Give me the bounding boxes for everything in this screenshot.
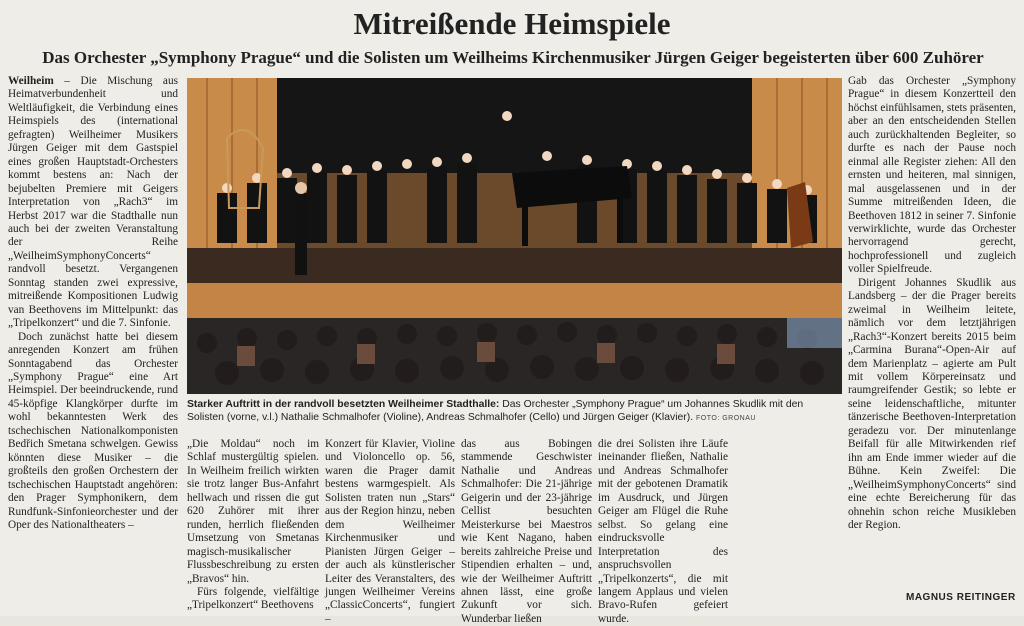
paragraph: Dirigent Johannes Skudlik aus Landsberg – der die Prager bereits zweimal in Weilheim leitete, nämlich vor dem letztjährigen „Rach3“-Konzert bereits 2015 beim „Carmina Burana“-Open-Air auf dem Marienplatz – agierte am Pult mit vollem Körpereinsatz und raumgreifender Gestik; so lebte er seine leidenschaftliche, mitunter tänzerische Beethoven-Interpretation geradezu vor. Der minutenlange Beifall für alle Mitwirkenden rief ihn am Ende immer wieder auf die Bühne. Kein Zweifel: Die „WeilheimSymphonyConcerts“ sind eine echte Bereicherung für das ohnehin schon reiche Musikleben der Region. xyxy=(848,276,1016,531)
caption-lead: Starker Auftritt in der randvoll besetzten Weilheimer Stadthalle: xyxy=(187,399,500,410)
article-column-1 xyxy=(8,75,178,611)
paragraph-text: – Die Mischung aus Heimatverbundenheit und Weltläufigkeit, die Verbindung eines Heimspiels des (international gefragten) Weilheimer Musikers Jürgen Geiger mit dem Gastspiel eines großen Hauptstadt-Orchesters kommt bestens an: Nach der bejubelten Premiere mit Geigers Interpretation von „Rach3“ im Herbst 2017 war die Stadthalle nun auch bei der zweiten Veranstaltung der Reihe „WeilheimSymphonyConcerts“ randvoll besetzt. Vergangenen Sonntag standen zwei expressive, mitreißende Kompositionen Ludwig van Beethovens im Mittelpunkt: das „Tripelkonzert“ und die 7. Sinfonie. xyxy=(8,75,178,330)
concert-photo xyxy=(187,78,842,394)
paragraph xyxy=(8,75,178,331)
dateline: Weilheim xyxy=(8,75,54,87)
concert-photo-graphic xyxy=(187,78,842,394)
article-column-3 xyxy=(325,438,455,625)
article-column-4 xyxy=(461,438,592,625)
article-column-2 xyxy=(187,438,319,614)
article-column-5 xyxy=(598,438,728,625)
photo-credit: FOTO: GRONAU xyxy=(696,415,756,422)
article-subtitle: Das Orchester „Symphony Prague“ und die Solisten um Weilheims Kirchenmusiker Jürgen Geiger begeisterten über 600 Zuhörer xyxy=(42,48,984,67)
paragraph: das aus Bobingen stammende Geschwister Nathalie und Andreas Schmalhofer: Die 21-jährige Geigerin und der 23-jährige Cellist besuchten Meisterkurse bei Maestros wie Kent Nagano, haben bereits zahlreiche Preise und Stipendien erhalten – und, wie der Weilheimer Auftritt ahnen lässt, eine große Zukunft vor sich. Wunderbar ließen xyxy=(461,438,592,625)
paragraph: Fürs folgende, vielfältige „Tripelkonzert“ Beethovens xyxy=(187,585,319,612)
author-byline: MAGNUS REITINGER xyxy=(906,592,1016,603)
paragraph: „Die Moldau“ noch im Schlaf mustergültig spielen. In Weilheim freilich wirkten sie trotz langer Bus-Anfahrt hellwach und rissen die gut 620 Zuhörer mit ihrer runden, herrlich fließenden Umsetzung von Smetanas magisch-musikalischer Flussbeschreibung zu ersten „Bravos“ hin. xyxy=(187,438,319,585)
paragraph: Doch zunächst hatte bei diesem anregenden Konzert am frühen Sonntagabend das Orchester „Symphony Prague“ eine Art Heimspiel. Der beeindruckende, rund 45-köpfige Klangkörper durfte im wohl bekanntesten Werk des tschechischen Nationalkomponisten Bedřich Smetana schwelgen. Gewiss könnten diese Musiker – die großteils den großen Orchestern der tschechischen Hauptstadt angehören: den Prager Symphonikern, dem Rundfunk-Sinfonieorchester und der Oper des Nationaltheaters – xyxy=(8,330,178,531)
article-column-right xyxy=(848,75,1016,585)
article-column-6-start xyxy=(733,438,841,614)
caption-text: Das Orchester „Symphony Prague“ um Johannes Skudlik mit den Solisten (vorne, v.l.) Nathalie Schmalhofer (Violine), Andreas Schmalhofer (Cello) und Jürgen Geiger (Klavier). xyxy=(187,399,804,423)
article-title: Mitreißende Heimspiele xyxy=(353,6,671,41)
paragraph: Konzert für Klavier, Violine und Violoncello op. 56, waren die Prager damit bestens warmgespielt. Als Solisten traten nun „Stars“ aus der Region hinzu, neben dem Weilheimer Kirchenmusiker und Pianisten Jürgen Geiger – der auch als künstlerischer Leiter des Veranstalters, des jungen Weilheimer Vereins „ClassicConcerts“, fungiert – xyxy=(325,438,455,625)
paragraph: Gab das Orchester „Symphony Prague“ in diesem Konzertteil den höchst einfühlsamen, stets präsenten, aber an den entscheidenden Stellen auch zurückhaltenden Begleiter, so durfte es nach der Pause noch einmal alle Register ziehen: All den ernsten und heiteren, mal sinnigen, mal ausgelassenen und in der Summe mitreißenden Ideen, die Beethoven 1812 in seiner 7. Sinfonie verwirklichte, wurde das Orchester hervorragend gerecht, hochprofessionell und zugleich voller Spielfreude. xyxy=(848,75,1016,276)
photo-caption xyxy=(187,398,842,425)
paragraph: die drei Solisten ihre Läufe ineinander fließen, Nathalie und Andreas Schmalhofer mit der gebotenen Dramatik im Ausdruck, und Jürgen Geiger am Flügel die Ruhe selbst. So gelang eine eindrucksvolle Interpretation des anspruchsvollen „Tripelkonzerts“, die mit langem Applaus und vielen Bravo-Rufen gefeiert wurde. xyxy=(598,438,728,625)
